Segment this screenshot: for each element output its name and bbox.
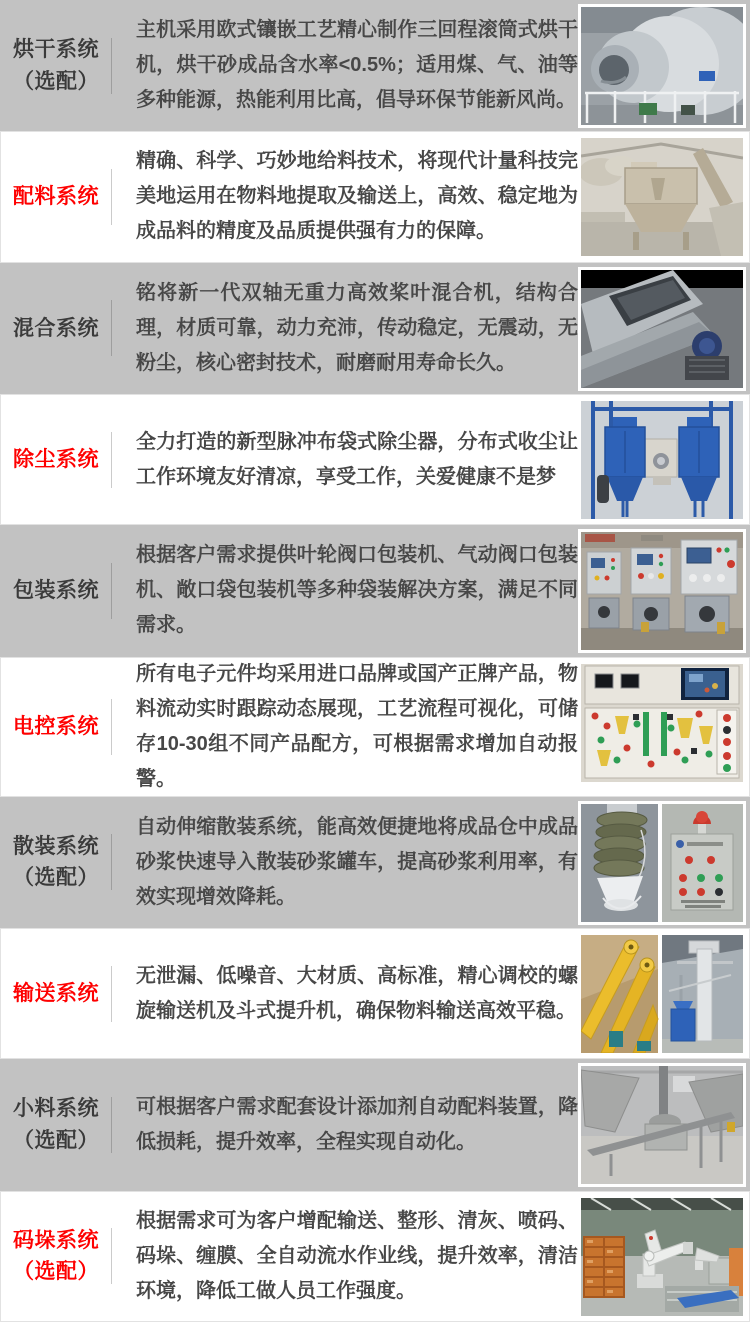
system-label [0, 575, 112, 607]
valve-bag-packing-machines-photo [578, 529, 746, 653]
system-label-line1: 包装系统 [13, 579, 99, 603]
rotary-drum-dryer-photo [578, 4, 746, 128]
dust-collector-illustration [581, 401, 743, 519]
system-label-line2: （选配） [13, 866, 99, 890]
label-divider [111, 38, 112, 94]
system-label-line1: 码垛系统 [13, 1228, 99, 1252]
system-label [0, 181, 112, 213]
control-panel-illustration [581, 664, 743, 782]
system-label-line1: 输送系统 [13, 981, 99, 1005]
palletizing-robots-illustration [581, 1198, 743, 1316]
system-label-line2: （选配） [13, 69, 99, 93]
label-divider [111, 169, 112, 225]
system-label-line2: （选配） [13, 1260, 99, 1284]
system-row-7 [0, 797, 750, 928]
system-label [0, 831, 112, 894]
system-row-3 [0, 263, 750, 394]
system-label [0, 444, 112, 476]
system-label [0, 1093, 112, 1156]
system-description: 所有电子元件均采用进口品牌或国产正牌产品，物料流动实时跟踪动态展现，工艺流程可视化，可储存10-30组不同产品配方，可根据需求增加自动报警。 [136, 662, 578, 790]
label-divider [111, 563, 112, 619]
system-row-6 [0, 657, 750, 797]
system-label-line1: 散装系统 [13, 834, 99, 858]
system-description: 主机采用欧式镶嵌工艺精心制作三回程滚筒式烘干机，烘干砂成品含水率<0.5%；适用煤、气、油等多种能源，热能利用比高，倡导环保节能新风尚。 [136, 19, 578, 112]
system-label [0, 34, 112, 97]
system-label-line1: 烘干系统 [13, 38, 99, 62]
system-label-line2: （选配） [13, 1128, 99, 1152]
system-label [0, 711, 112, 743]
system-row-10 [0, 1191, 750, 1322]
label-divider [111, 1097, 112, 1153]
system-label [0, 978, 112, 1010]
system-description: 无泄漏、低噪音、大材质、高标准，精心调校的螺旋输送机及斗式提升机，确保物料输送高效平稳。 [136, 964, 578, 1022]
additive-dosing-illustration [581, 1066, 743, 1184]
system-description: 根据客户需求提供叶轮阀口包装机、气动阀口包装机、敞口袋包装机等多种袋装解决方案，满足不同需求。 [136, 544, 578, 637]
bulk-loader-illustration [581, 804, 743, 922]
system-label-line1: 混合系统 [13, 316, 99, 340]
pulse-bag-dust-collector-photo [578, 398, 746, 522]
paddle-mixer-illustration [581, 270, 743, 388]
telescopic-bulk-loader-photo [578, 801, 746, 925]
electric-control-panel-photo [578, 661, 746, 785]
system-row-9 [0, 1059, 750, 1190]
system-row-5 [0, 525, 750, 656]
system-description: 精确、科学、巧妙地给料技术，将现代计量科技完美地运用在物料地提取及输送上，高效、稳定地为成品料的精度及品质提供强有力的保障。 [136, 150, 578, 243]
system-description: 自动伸缩散装系统，能高效便捷地将成品仓中成品砂浆快速导入散装砂浆罐车，提高砂浆利用率，有效实现增效降耗。 [136, 815, 578, 908]
system-row-4 [0, 394, 750, 525]
additive-dosing-workshop-photo [578, 1063, 746, 1187]
batching-hopper-photo [578, 135, 746, 259]
system-label-line1: 配料系统 [13, 185, 99, 209]
system-label-line1: 电控系统 [13, 714, 99, 738]
label-divider [111, 1228, 112, 1284]
screw-conveyor-and-bucket-elevator-photo [578, 932, 746, 1056]
label-divider [111, 834, 112, 890]
label-divider [111, 966, 112, 1022]
system-description: 根据需求可为客户增配输送、整形、清灰、喷码、码垛、缠膜、全自动流水作业线，提升效率，清洁环境，降低工做人员工作强度。 [136, 1209, 578, 1302]
label-divider [111, 300, 112, 356]
system-label [0, 1225, 112, 1288]
label-divider [111, 699, 112, 755]
system-label-line1: 除尘系统 [13, 447, 99, 471]
system-row-2 [0, 131, 750, 262]
palletizing-robots-photo [578, 1195, 746, 1319]
paddle-mixer-photo [578, 267, 746, 391]
system-description: 全力打造的新型脉冲布袋式除尘器，分布式收尘让工作环境友好清凉，享受工作，关爱健康不是梦 [136, 430, 578, 488]
packing-machines-illustration [581, 532, 743, 650]
system-row-8 [0, 928, 750, 1059]
batching-hopper-illustration [581, 138, 743, 256]
label-divider [111, 432, 112, 488]
system-row-1 [0, 0, 750, 131]
rotary-drum-dryer-illustration [581, 7, 743, 125]
system-description: 可根据客户需求配套设计添加剂自动配料装置，降低损耗，提升效率，全程实现自动化。 [136, 1095, 578, 1153]
system-description: 铭将新一代双轴无重力高效桨叶混合机，结构合理，材质可靠，动力充沛，传动稳定，无震动，无粉尘，核心密封技术，耐磨耐用寿命长久。 [136, 281, 578, 374]
conveyor-elevator-illustration [581, 935, 743, 1053]
system-label [0, 313, 112, 345]
system-label-line1: 小料系统 [13, 1097, 99, 1121]
